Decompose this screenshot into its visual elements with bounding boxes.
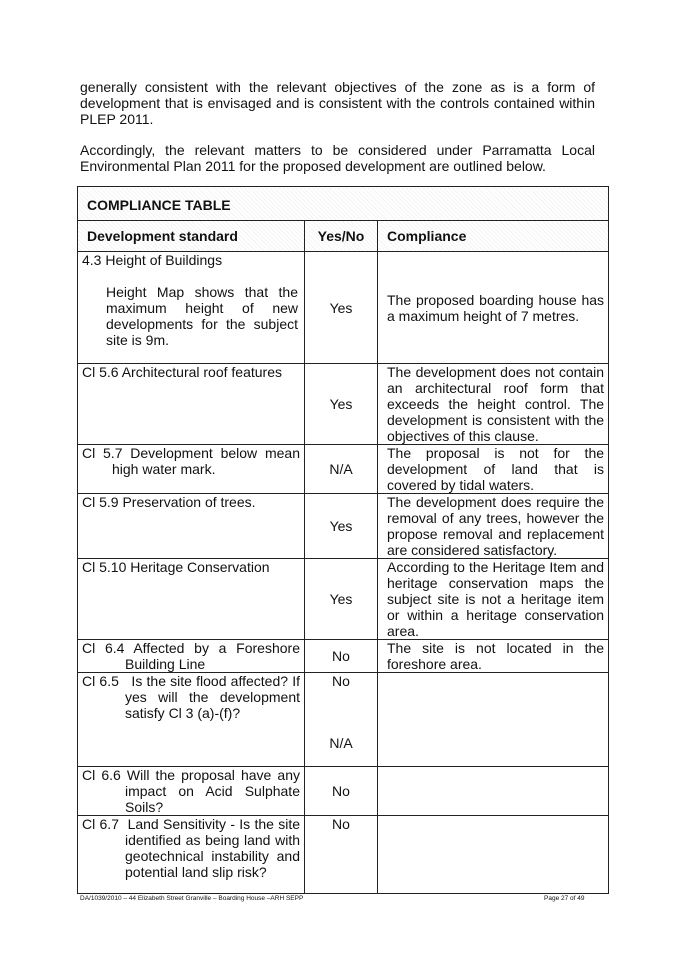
compliance-cell: The site is not located in the foreshore area.: [378, 640, 609, 673]
table-row: [78, 767, 609, 816]
compliance-cell: According to the Heritage Item and heritage conservation maps the subject site is not a heritage item or within a heritage conservation area.: [378, 559, 609, 640]
compliance-cell: The development does not contain an architectural roof form that exceeds the height control. The development is consistent with the objectives of this clause.: [378, 364, 609, 445]
yes-no-value-2: N/A: [329, 735, 353, 751]
standard-cell: Cl 5.10 Heritage Conservation: [78, 559, 305, 640]
table-row: [78, 673, 609, 767]
table-row: [78, 559, 609, 640]
standard-detail: Height Map shows that the maximum height of new developments for the subject site is 9m.: [106, 284, 298, 348]
header-yes-no: Yes/No: [305, 221, 378, 252]
standard-text: Cl 6.7 Land Sensitivity - Is the site identified as being land with geotechnical instability and potential land slip risk?: [82, 816, 304, 880]
table-row: [78, 494, 609, 559]
standard-text: Cl 5.7 Development below mean high water mark.: [82, 445, 300, 477]
compliance-cell: [378, 673, 609, 767]
compliance-cell: The development does require the removal of any trees, however the propose removal and replacement are considered satisfactory.: [378, 494, 609, 559]
yes-no-cell: Yes: [305, 252, 378, 364]
yes-no-cell: Yes: [305, 559, 378, 640]
standard-cell: [78, 816, 305, 894]
standard-cell: [78, 673, 305, 767]
standard-cell: Cl 5.9 Preservation of trees.: [78, 494, 305, 559]
yes-no-value: No: [332, 673, 350, 689]
footer-page-number: Page 27 of 49: [544, 895, 585, 902]
table-title: COMPLIANCE TABLE: [78, 187, 609, 221]
table-row: [78, 364, 609, 445]
table-row: [78, 445, 609, 494]
table-header-row: [78, 221, 609, 252]
yes-no-cell: Yes: [305, 494, 378, 559]
yes-no-cell: No: [305, 767, 378, 816]
standard-cell: [78, 640, 305, 673]
table-row: [78, 252, 609, 364]
header-development-standard: Development standard: [78, 221, 305, 252]
table-row: [78, 816, 609, 894]
standard-cell: [78, 445, 305, 494]
compliance-cell: The proposed boarding house has a maximum height of 7 metres.: [378, 252, 609, 364]
standard-text: Cl 6.4 Affected by a Foreshore Building Line: [82, 640, 300, 672]
yes-no-cell: Yes: [305, 364, 378, 445]
standard-cell: [78, 252, 305, 364]
footer-reference: DA/1039/2010 – 44 Elizabeth Street Granville – Boarding House –ARH SEPP: [80, 895, 304, 902]
yes-no-cell: No: [305, 816, 378, 894]
compliance-cell: [378, 767, 609, 816]
header-compliance: Compliance: [378, 221, 609, 252]
intro-paragraph-2: Accordingly, the relevant matters to be considered under Parramatta Local Environmental Plan 2011 for the proposed development are outlined below.: [80, 142, 595, 174]
compliance-cell: [378, 816, 609, 894]
compliance-cell: The proposal is not for the development of land that is covered by tidal waters.: [378, 445, 609, 494]
intro-paragraph-1: generally consistent with the relevant objectives of the zone as is a form of development that is envisaged and is consistent with the controls contained within PLEP 2011.: [80, 79, 595, 127]
standard-cell: Cl 5.6 Architectural roof features: [78, 364, 305, 445]
yes-no-cell: [305, 673, 378, 767]
standard-text: Cl 6.5 Is the site flood affected? If yes will the development satisfy Cl 3 (a)-(f)?: [82, 673, 304, 721]
standard-text: Cl 6.6 Will the proposal have any impact on Acid Sulphate Soils?: [82, 767, 300, 815]
standard-heading: 4.3 Height of Buildings: [82, 252, 223, 268]
table-title-row: [78, 187, 609, 221]
compliance-table: [77, 186, 609, 894]
table-row: [78, 640, 609, 673]
standard-cell: [78, 767, 305, 816]
yes-no-cell: N/A: [305, 445, 378, 494]
yes-no-cell: No: [305, 640, 378, 673]
